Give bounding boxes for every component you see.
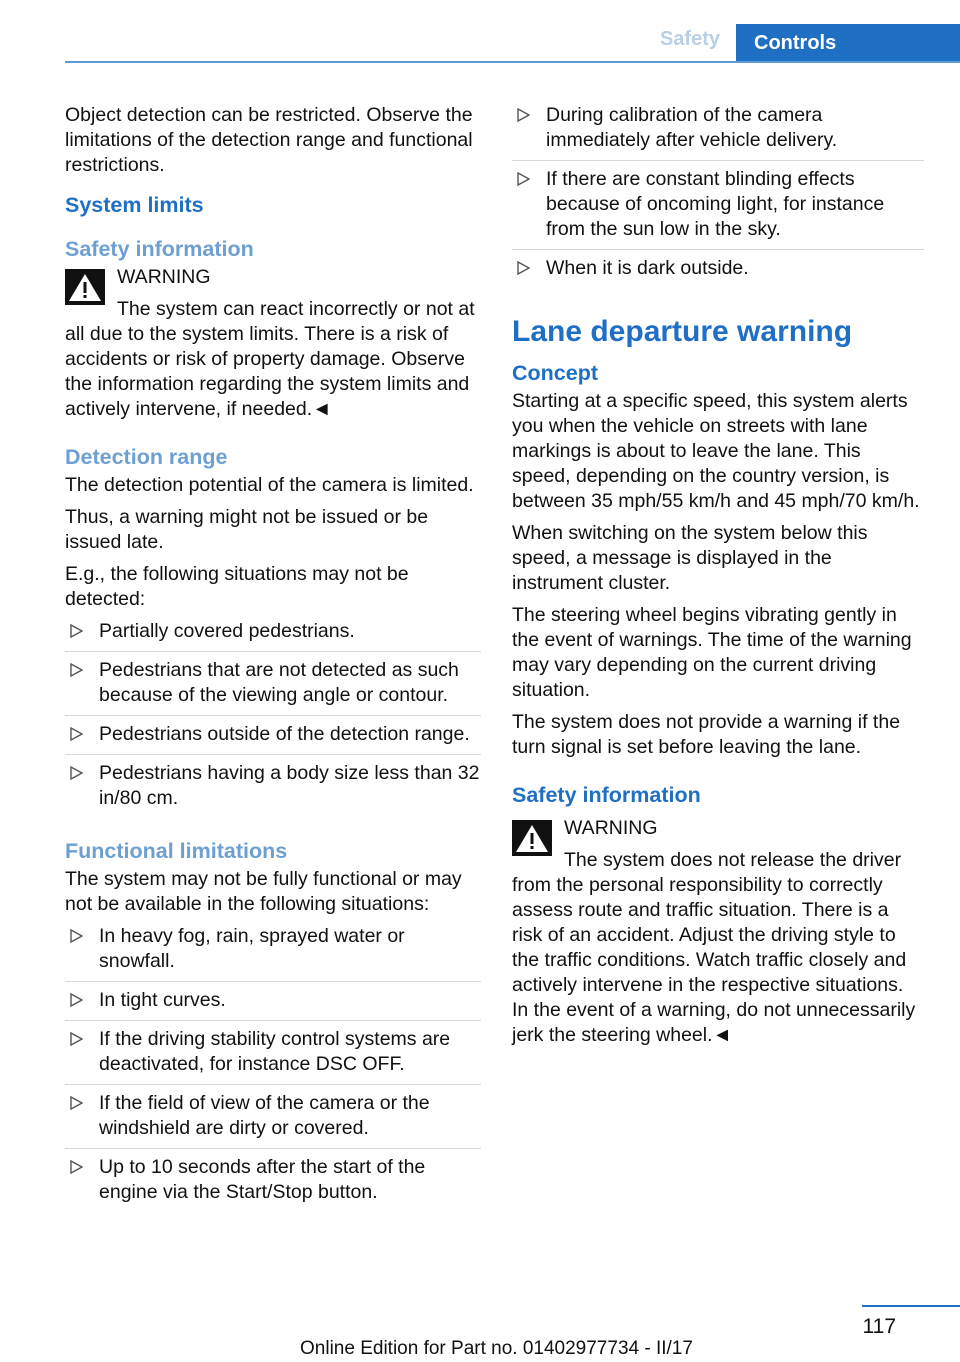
concept-p3: The steering wheel begins vibrating gently in the event of warnings. The time of the warning may vary depending on the current driving situation. <box>512 604 912 701</box>
tab-safety[interactable]: Safety <box>659 28 720 50</box>
triangle-bullet-icon <box>69 1096 83 1110</box>
concept-p1: Starting at a specific speed, this system alerts you when the vehicle on streets with lane markings is about to leave the lane. This speed, depending on the country version, is between 35 mph/55 km/h and 45 mph/70 km/h. <box>512 390 920 512</box>
warning-triangle-icon <box>512 820 552 856</box>
list-item: If the driving stability control systems are deactivated, for instance DSC OFF. <box>65 1021 481 1085</box>
list-item: Pedestrians that are not detected as such because of the viewing angle or contour. <box>65 652 481 716</box>
concept-p4: The system does not provide a warning if the turn signal is set before leaving the lane. <box>512 711 901 758</box>
triangle-bullet-icon <box>69 727 83 741</box>
list-item: In heavy fog, rain, sprayed water or snowfall. <box>65 924 481 982</box>
right-column <box>512 103 924 1056</box>
triangle-bullet-icon <box>69 929 83 943</box>
heading-system-limits: System limits <box>65 193 204 217</box>
list-item: Up to 10 seconds after the start of the engine via the Start/Stop button. <box>65 1149 481 1212</box>
list-item: Pedestrians having a body size less than 32 in/80 cm. <box>65 755 481 818</box>
triangle-bullet-icon <box>516 172 530 186</box>
triangle-bullet-icon <box>69 1160 83 1174</box>
heading-lane-departure-warning: Lane departure warning <box>512 315 853 348</box>
list-item: Pedestrians outside of the detection range. <box>65 716 481 755</box>
list-item: During calibration of the camera immediately after vehicle delivery. <box>512 103 924 161</box>
header-divider <box>65 61 960 63</box>
triangle-bullet-icon <box>69 766 83 780</box>
triangle-bullet-icon <box>69 663 83 677</box>
list-item: Partially covered pedestrians. <box>65 619 481 652</box>
heading-detection-range: Detection range <box>65 445 228 469</box>
concept-p2: When switching on the system below this speed, a message is displayed in the instrument cluster. <box>512 522 868 594</box>
functional-limitations-p1: The system may not be fully functional or may not be available in the following situations: <box>65 868 462 915</box>
detection-range-p2: Thus, a warning might not be issued or be issued late. <box>65 506 429 553</box>
continued-list <box>512 103 924 288</box>
warning-block-right <box>512 816 924 1048</box>
edition-note: Online Edition for Part no. 01402977734 - II/17 <box>300 1338 693 1359</box>
triangle-bullet-icon <box>69 993 83 1007</box>
intro-paragraph: Object detection can be restricted. Observe the limitations of the detection range and functional restrictions. <box>65 104 473 176</box>
left-column <box>65 103 481 1220</box>
footer-divider <box>862 1305 960 1307</box>
warning-block <box>65 265 481 422</box>
functional-limitations-list <box>65 924 481 1212</box>
warning-text: The system can react incorrectly or not at all due to the system limits. There is a risk of accidents or risk of property damage. Observe the information regarding the system limits and actively intervene, if needed.◄ <box>65 298 475 420</box>
warning-triangle-icon <box>65 269 105 305</box>
triangle-bullet-icon <box>69 1032 83 1046</box>
heading-safety-information-right: Safety information <box>512 783 701 807</box>
list-item: When it is dark outside. <box>512 250 924 288</box>
page-number: 117 <box>862 1315 896 1338</box>
heading-functional-limitations: Functional limitations <box>65 839 288 863</box>
list-item: If the field of view of the camera or the windshield are dirty or covered. <box>65 1085 481 1149</box>
triangle-bullet-icon <box>69 624 83 638</box>
triangle-bullet-icon <box>516 108 530 122</box>
warning-title: WARNING <box>564 817 658 839</box>
warning-text: The system does not release the driver from the personal responsibility to correctly assess route and traffic situation. There is a risk of an accident. Adjust the driving style to the traffic conditions. Watch traffic closely and actively intervene in the respective situations. In the event of a warning, do not unnecessarily jerk the steering wheel.◄ <box>512 849 916 1046</box>
page-header <box>0 0 960 62</box>
tab-controls[interactable]: Controls <box>736 24 960 62</box>
list-item: If there are constant blinding effects because of oncoming light, for instance from the sun low in the sky. <box>512 161 924 250</box>
list-item: In tight curves. <box>65 982 481 1021</box>
detection-range-list <box>65 619 481 818</box>
triangle-bullet-icon <box>516 261 530 275</box>
detection-range-p3: E.g., the following situations may not be detected: <box>65 563 409 610</box>
heading-safety-information: Safety information <box>65 237 254 261</box>
detection-range-p1: The detection potential of the camera is limited. <box>65 474 474 496</box>
warning-title: WARNING <box>117 266 211 288</box>
heading-concept: Concept <box>512 361 598 385</box>
